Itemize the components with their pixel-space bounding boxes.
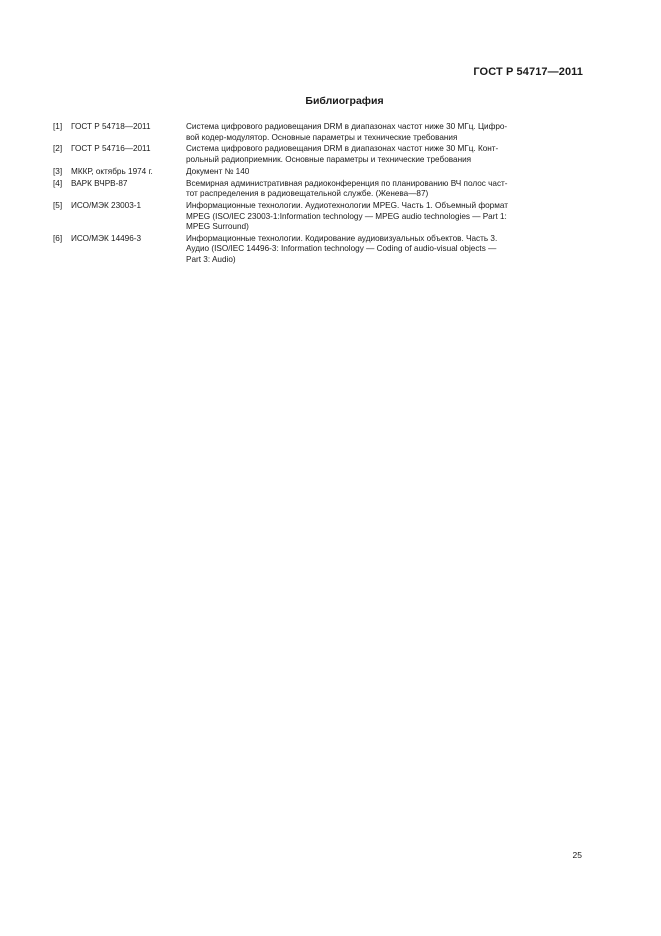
bibliography-number: [5] — [53, 200, 63, 210]
bibliography-reference: ГОСТ Р 54718—2011 — [71, 122, 151, 131]
bibliography-item — [53, 234, 578, 266]
bibliography-item — [53, 201, 578, 233]
document-code: ГОСТ Р 54717—2011 — [473, 66, 583, 78]
bibliography-number: [3] — [53, 166, 63, 176]
bibliography-number: [2] — [53, 144, 63, 154]
bibliography-number: [1] — [53, 122, 63, 131]
bibliography-item — [53, 167, 578, 178]
bibliography-reference: ВАРК ВЧРВ-87 — [71, 178, 128, 188]
page-number: 25 — [572, 850, 582, 860]
bibliography-title: Информационные технологии. Аудиотехнологии MPEG. Часть 1. Объемный формат MPEG (ISO/IEC 23003-1:Information technology — MPEG audio technologies — Part 1: MPEG Surround) — [186, 200, 508, 232]
bibliography-reference: ИСО/МЭК 23003-1 — [71, 200, 142, 210]
bibliography-title: Система цифрового радиовещания DRM в диапазонах частот ниже 30 МГц. Конт- рольный радиоприемник. Основные параметры и технические требования — [186, 144, 499, 164]
bibliography-list — [53, 122, 578, 267]
bibliography-item — [53, 144, 578, 165]
bibliography-title: Информационные технологии. Кодирование аудиовизуальных объектов. Часть 3. Аудио (ISO/IEC 14496-3: Information technology — Coding of audio-visual objects — Part 3: Audio) — [186, 233, 498, 265]
bibliography-title: Документ № 140 — [186, 166, 250, 176]
bibliography-item — [53, 179, 578, 200]
section-title: Библиография — [305, 95, 384, 107]
bibliography-reference: МККР, октябрь 1974 г. — [71, 166, 153, 176]
bibliography-reference: ИСО/МЭК 14496-3 — [71, 233, 142, 243]
bibliography-number: [4] — [53, 178, 63, 188]
bibliography-title: Всемирная административная радиоконференция по планированию ВЧ полос част- тот распределения в радиовещательной службе. (Женева—87) — [186, 178, 508, 199]
bibliography-title: Система цифрового радиовещания DRM в диапазонах частот ниже 30 МГц. Цифро- вой кодер-модулятор. Основные параметры и технические требования — [186, 122, 508, 142]
bibliography-item — [53, 122, 578, 143]
bibliography-number: [6] — [53, 233, 63, 243]
bibliography-reference: ГОСТ Р 54716—2011 — [71, 144, 151, 154]
